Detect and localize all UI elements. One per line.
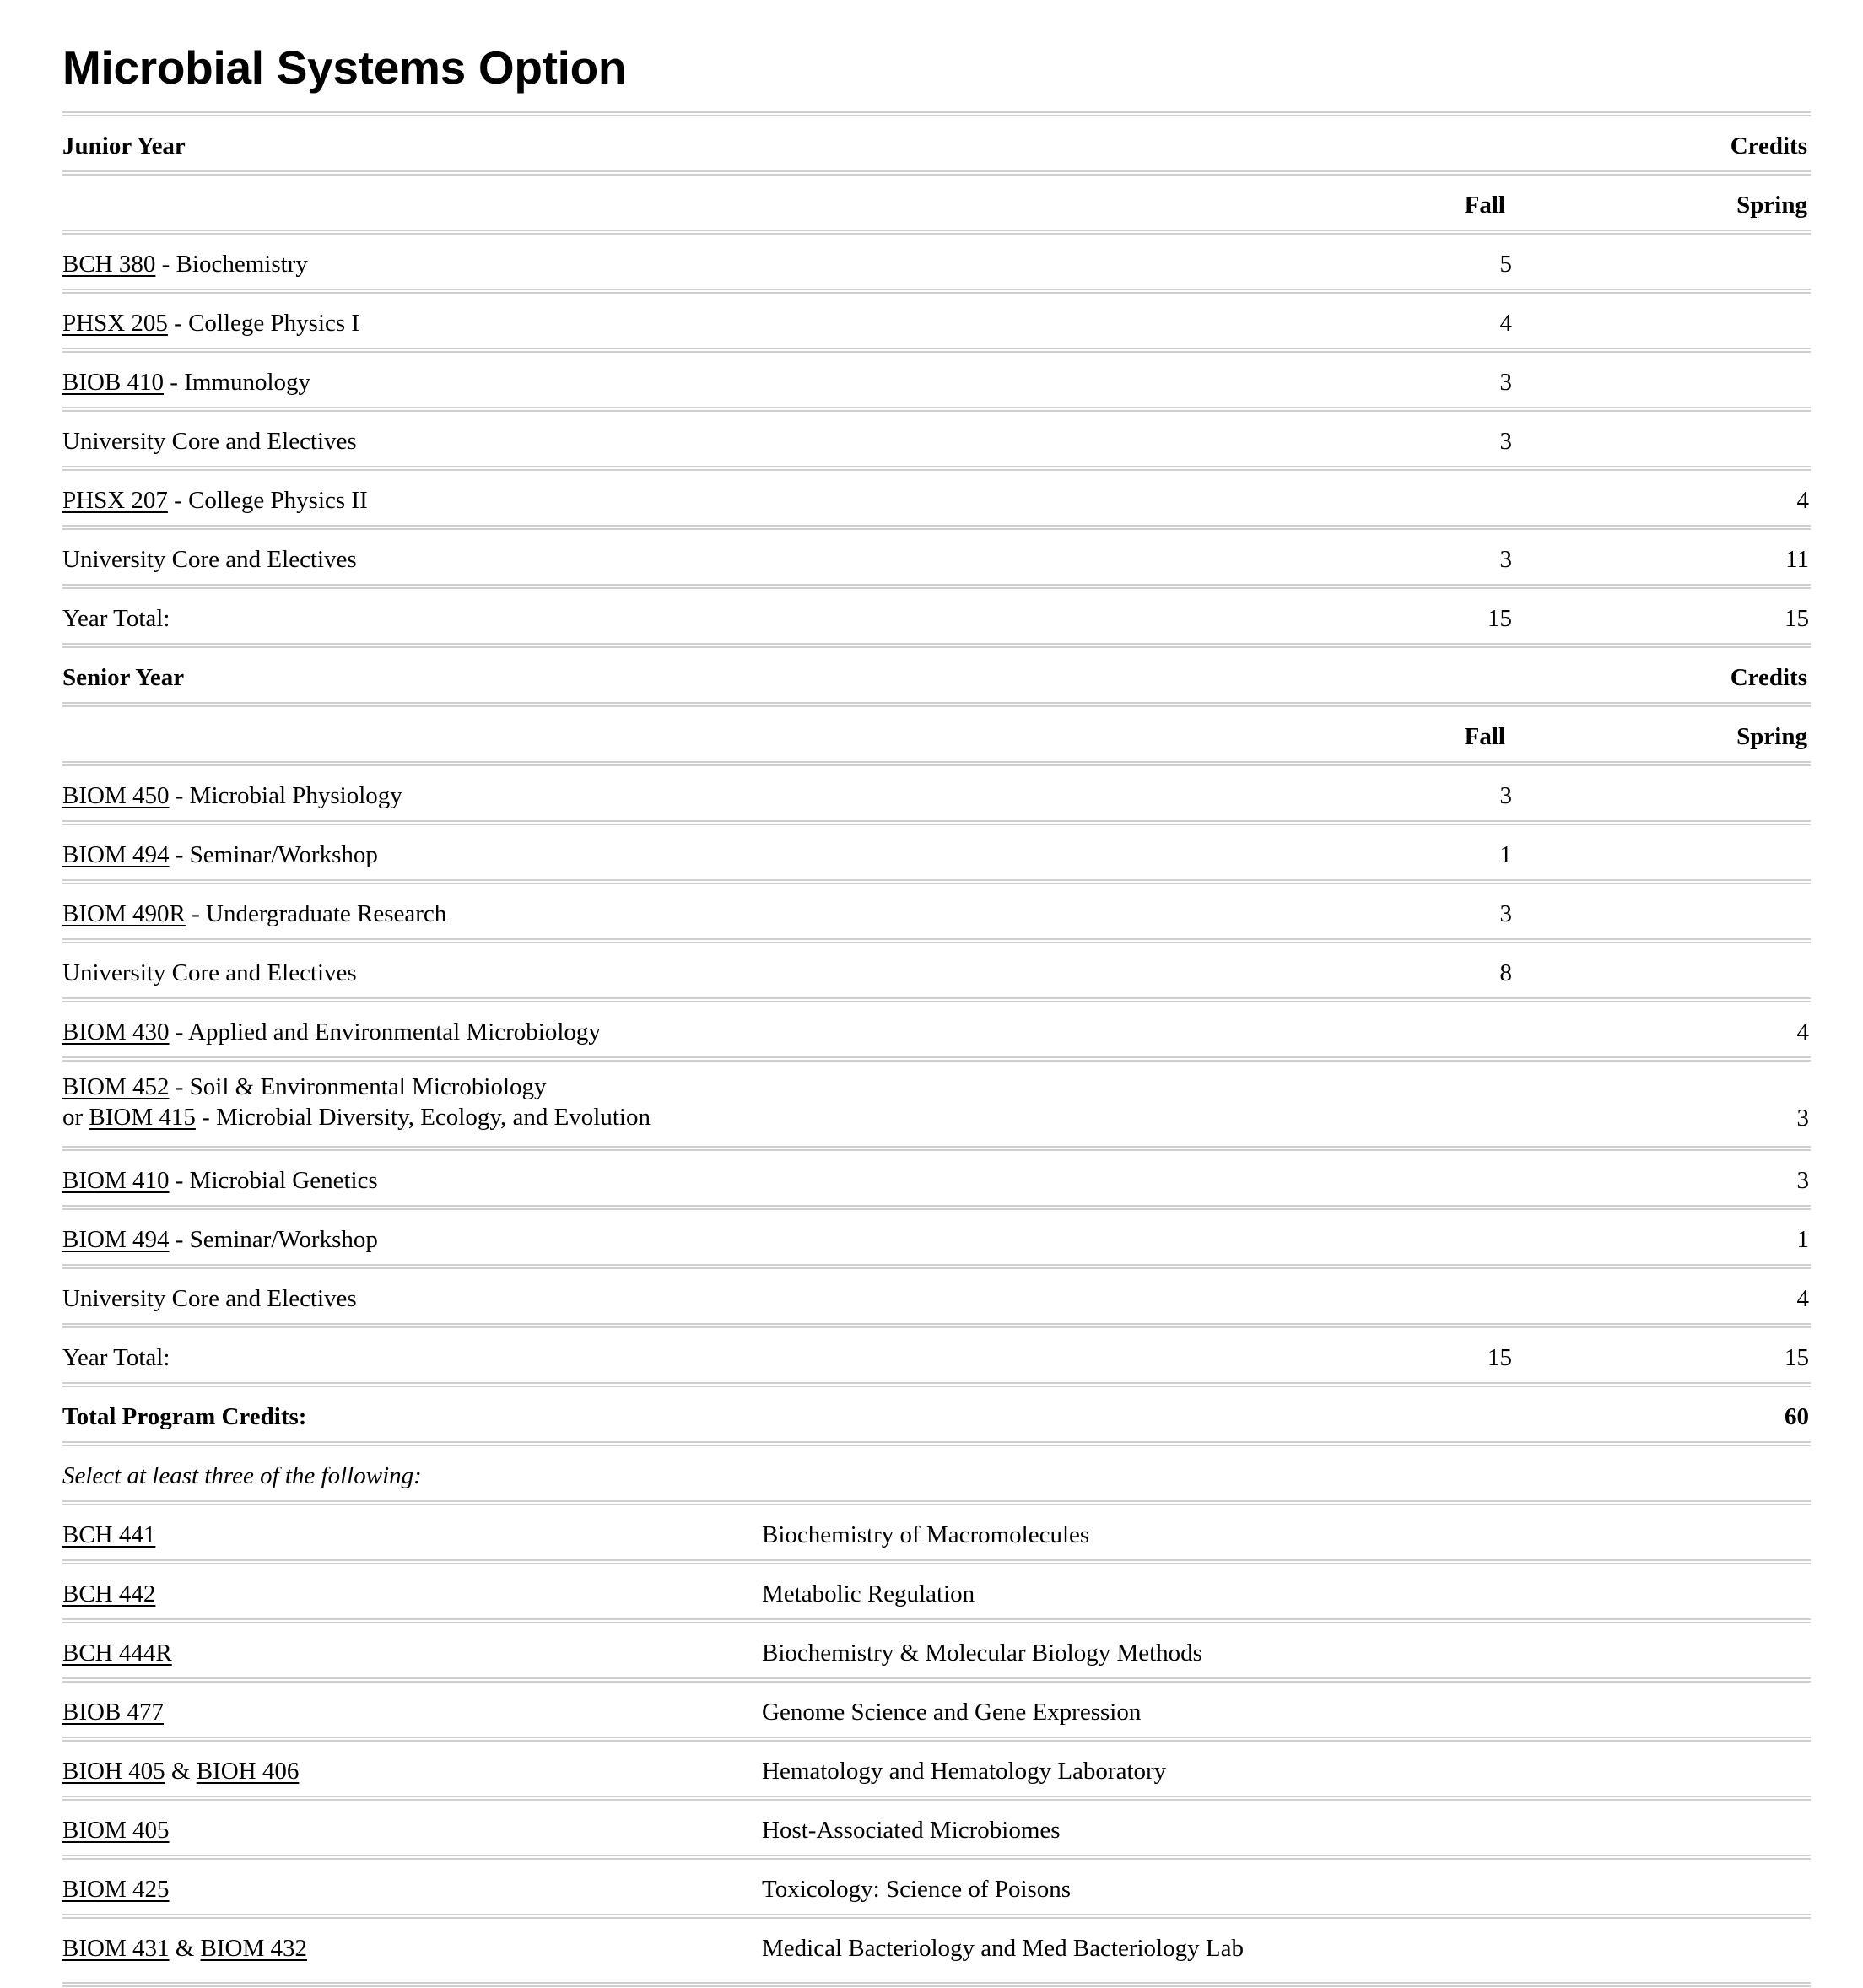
course-separator: - xyxy=(155,251,176,278)
choice-line-2 xyxy=(62,1102,651,1132)
course-code-link[interactable]: BIOH 405 xyxy=(62,1758,165,1785)
spring-credits: 4 xyxy=(1796,1018,1809,1045)
course-title: College Physics II xyxy=(188,487,368,514)
course-code-link[interactable]: BIOB 477 xyxy=(62,1699,165,1726)
elective-codes xyxy=(62,1693,164,1731)
course-choice-text xyxy=(62,1072,651,1132)
elective-row xyxy=(62,1737,1811,1796)
course-text xyxy=(62,953,357,992)
senior-course-list-continued xyxy=(62,1146,1811,1323)
course-separator: - xyxy=(167,310,189,337)
fall-credits: 1 xyxy=(1499,841,1512,868)
year-total-row xyxy=(62,1323,1811,1382)
course-row-choice xyxy=(62,1056,1811,1146)
elective-title: Medical Bacteriology and Med Bacteriology Lab xyxy=(762,1935,1244,1962)
course-row xyxy=(62,820,1811,879)
ampersand: & xyxy=(169,1935,201,1962)
course-title: University Core and Electives xyxy=(62,428,357,455)
course-row xyxy=(62,407,1811,466)
course-row xyxy=(62,289,1811,348)
fall-credits: 3 xyxy=(1499,428,1512,455)
credits-label: Credits xyxy=(1730,664,1807,691)
course-text xyxy=(62,363,310,402)
spring-credits: 11 xyxy=(1785,546,1809,573)
course-separator: - xyxy=(169,1018,189,1045)
elective-title: Metabolic Regulation xyxy=(762,1580,975,1607)
elective-title: Host-Associated Microbiomes xyxy=(762,1817,1061,1844)
course-text xyxy=(62,304,359,343)
course-title: Seminar/Workshop xyxy=(189,1226,378,1253)
elective-codes xyxy=(62,1634,172,1672)
course-row xyxy=(62,348,1811,407)
course-text xyxy=(62,422,357,461)
elective-codes xyxy=(62,1929,307,1968)
course-code-link[interactable]: BIOM 425 xyxy=(62,1876,170,1903)
course-row xyxy=(62,466,1811,525)
elective-codes xyxy=(62,1870,169,1909)
course-title: - Microbial Diversity, Ecology, and Evolution xyxy=(195,1104,651,1131)
course-code-link[interactable]: BIOB 410 xyxy=(62,369,165,396)
course-code-link[interactable]: BIOM 452 xyxy=(62,1073,170,1100)
course-title: Microbial Genetics xyxy=(189,1167,378,1194)
course-code-link[interactable]: BIOM 431 xyxy=(62,1935,170,1962)
senior-year-header xyxy=(62,643,1811,702)
course-text xyxy=(62,1013,601,1051)
elective-title: Genome Science and Gene Expression xyxy=(762,1699,1142,1726)
course-code-link[interactable]: BCH 442 xyxy=(62,1580,156,1607)
course-code-link[interactable]: BIOM 405 xyxy=(62,1817,170,1844)
year-heading: Senior Year xyxy=(62,664,185,691)
course-title: University Core and Electives xyxy=(62,546,357,573)
course-code-link[interactable]: BIOM 494 xyxy=(62,841,170,868)
program-total-row xyxy=(62,1382,1811,1441)
year-total-label: Year Total: xyxy=(62,1344,170,1371)
course-text xyxy=(62,540,357,579)
course-separator: - xyxy=(169,782,190,809)
program-table xyxy=(62,111,1811,1973)
fall-credits: 5 xyxy=(1499,251,1512,278)
course-code-link[interactable]: PHSX 207 xyxy=(62,487,168,514)
course-code-link[interactable]: BIOM 490R xyxy=(62,900,186,927)
page-title: Microbial Systems Option xyxy=(62,41,627,94)
fall-credits: 3 xyxy=(1499,546,1512,573)
ampersand: & xyxy=(165,1758,197,1785)
course-row xyxy=(62,938,1811,997)
elective-row xyxy=(62,1855,1811,1914)
term-header xyxy=(62,170,1811,230)
course-title: - Soil & Environmental Microbiology xyxy=(169,1073,547,1100)
course-code-link[interactable]: BIOM 430 xyxy=(62,1018,170,1045)
course-title: University Core and Electives xyxy=(62,1285,357,1312)
course-row xyxy=(62,230,1811,289)
course-code-link[interactable]: BIOH 406 xyxy=(196,1758,300,1785)
course-row xyxy=(62,997,1811,1056)
course-code-link[interactable]: BIOM 450 xyxy=(62,782,170,809)
junior-year-header xyxy=(62,111,1811,170)
course-text xyxy=(62,481,368,520)
course-code-link[interactable]: BIOM 410 xyxy=(62,1167,170,1194)
course-row xyxy=(62,1146,1811,1205)
elective-title: Toxicology: Science of Poisons xyxy=(762,1876,1072,1903)
year-total-spring: 15 xyxy=(1785,605,1809,632)
course-separator: - xyxy=(185,900,206,927)
year-total-row xyxy=(62,584,1811,643)
spring-label: Spring xyxy=(1736,192,1807,219)
course-separator: - xyxy=(169,1167,190,1194)
course-text xyxy=(62,1220,378,1259)
fall-label: Fall xyxy=(1464,192,1505,219)
fall-credits: 4 xyxy=(1499,310,1512,337)
senior-course-list xyxy=(62,761,1811,1056)
course-row xyxy=(62,879,1811,938)
course-text xyxy=(62,1161,378,1200)
course-separator: - xyxy=(169,1226,190,1253)
course-row xyxy=(62,525,1811,584)
elective-title: Biochemistry of Macromolecules xyxy=(762,1521,1090,1548)
elective-codes xyxy=(62,1515,155,1554)
year-total-spring: 15 xyxy=(1785,1344,1809,1371)
table-bottom-rule xyxy=(62,1982,1811,1987)
course-title: Undergraduate Research xyxy=(206,900,447,927)
course-title: University Core and Electives xyxy=(62,959,357,986)
elective-row xyxy=(62,1559,1811,1618)
course-title: Applied and Environmental Microbiology xyxy=(188,1018,601,1045)
elective-row xyxy=(62,1796,1811,1855)
junior-course-list xyxy=(62,230,1811,584)
course-title: Seminar/Workshop xyxy=(189,841,378,868)
course-row xyxy=(62,761,1811,820)
course-separator: - xyxy=(164,369,185,396)
or-label: or xyxy=(62,1104,89,1131)
elective-instruction-row xyxy=(62,1441,1811,1500)
elective-row xyxy=(62,1618,1811,1677)
elective-instruction: Select at least three of the following: xyxy=(62,1462,422,1489)
elective-list xyxy=(62,1500,1811,1973)
course-separator: - xyxy=(169,841,190,868)
spring-credits: 4 xyxy=(1796,1285,1809,1312)
elective-codes xyxy=(62,1811,169,1850)
elective-row xyxy=(62,1500,1811,1559)
course-text xyxy=(62,894,446,933)
year-total-label: Year Total: xyxy=(62,605,170,632)
course-code-link[interactable]: BIOM 432 xyxy=(200,1935,308,1962)
course-title: Biochemistry xyxy=(176,251,308,278)
elective-title: Biochemistry & Molecular Biology Methods xyxy=(762,1640,1202,1667)
course-code-link[interactable]: BIOM 494 xyxy=(62,1226,170,1253)
course-title: College Physics I xyxy=(188,310,360,337)
course-code-link[interactable]: BCH 441 xyxy=(62,1521,156,1548)
elective-codes xyxy=(62,1752,299,1791)
elective-title: Hematology and Hematology Laboratory xyxy=(762,1758,1167,1785)
elective-row xyxy=(62,1914,1811,1973)
choice-line-1 xyxy=(62,1072,651,1102)
year-heading: Junior Year xyxy=(62,132,186,159)
fall-credits: 8 xyxy=(1499,959,1512,986)
fall-label: Fall xyxy=(1464,723,1505,750)
fall-credits: 3 xyxy=(1499,900,1512,927)
fall-credits: 3 xyxy=(1499,782,1512,809)
elective-row xyxy=(62,1677,1811,1737)
credits-label: Credits xyxy=(1730,132,1807,159)
course-title: Microbial Physiology xyxy=(189,782,402,809)
course-code-link[interactable]: BCH 380 xyxy=(62,251,156,278)
course-text xyxy=(62,835,378,874)
course-row xyxy=(62,1205,1811,1264)
fall-credits: 3 xyxy=(1499,369,1512,396)
course-text xyxy=(62,1279,357,1318)
spring-credits: 3 xyxy=(1796,1167,1809,1194)
program-total-label: Total Program Credits: xyxy=(62,1403,307,1430)
spring-credits: 1 xyxy=(1796,1226,1809,1253)
year-total-fall: 15 xyxy=(1488,1344,1512,1371)
course-row xyxy=(62,1264,1811,1323)
course-code-link[interactable]: BIOM 415 xyxy=(89,1104,196,1131)
year-total-fall: 15 xyxy=(1488,605,1512,632)
course-title: Immunology xyxy=(184,369,311,396)
course-text xyxy=(62,776,402,815)
term-header xyxy=(62,702,1811,761)
spring-label: Spring xyxy=(1736,723,1807,750)
program-total-value: 60 xyxy=(1785,1403,1809,1430)
course-code-link[interactable]: BCH 444R xyxy=(62,1640,172,1667)
elective-codes xyxy=(62,1575,155,1613)
spring-credits: 4 xyxy=(1796,487,1809,514)
course-separator: - xyxy=(167,487,189,514)
spring-credits: 3 xyxy=(1796,1105,1809,1132)
course-text xyxy=(62,245,308,284)
course-code-link[interactable]: PHSX 205 xyxy=(62,310,168,337)
